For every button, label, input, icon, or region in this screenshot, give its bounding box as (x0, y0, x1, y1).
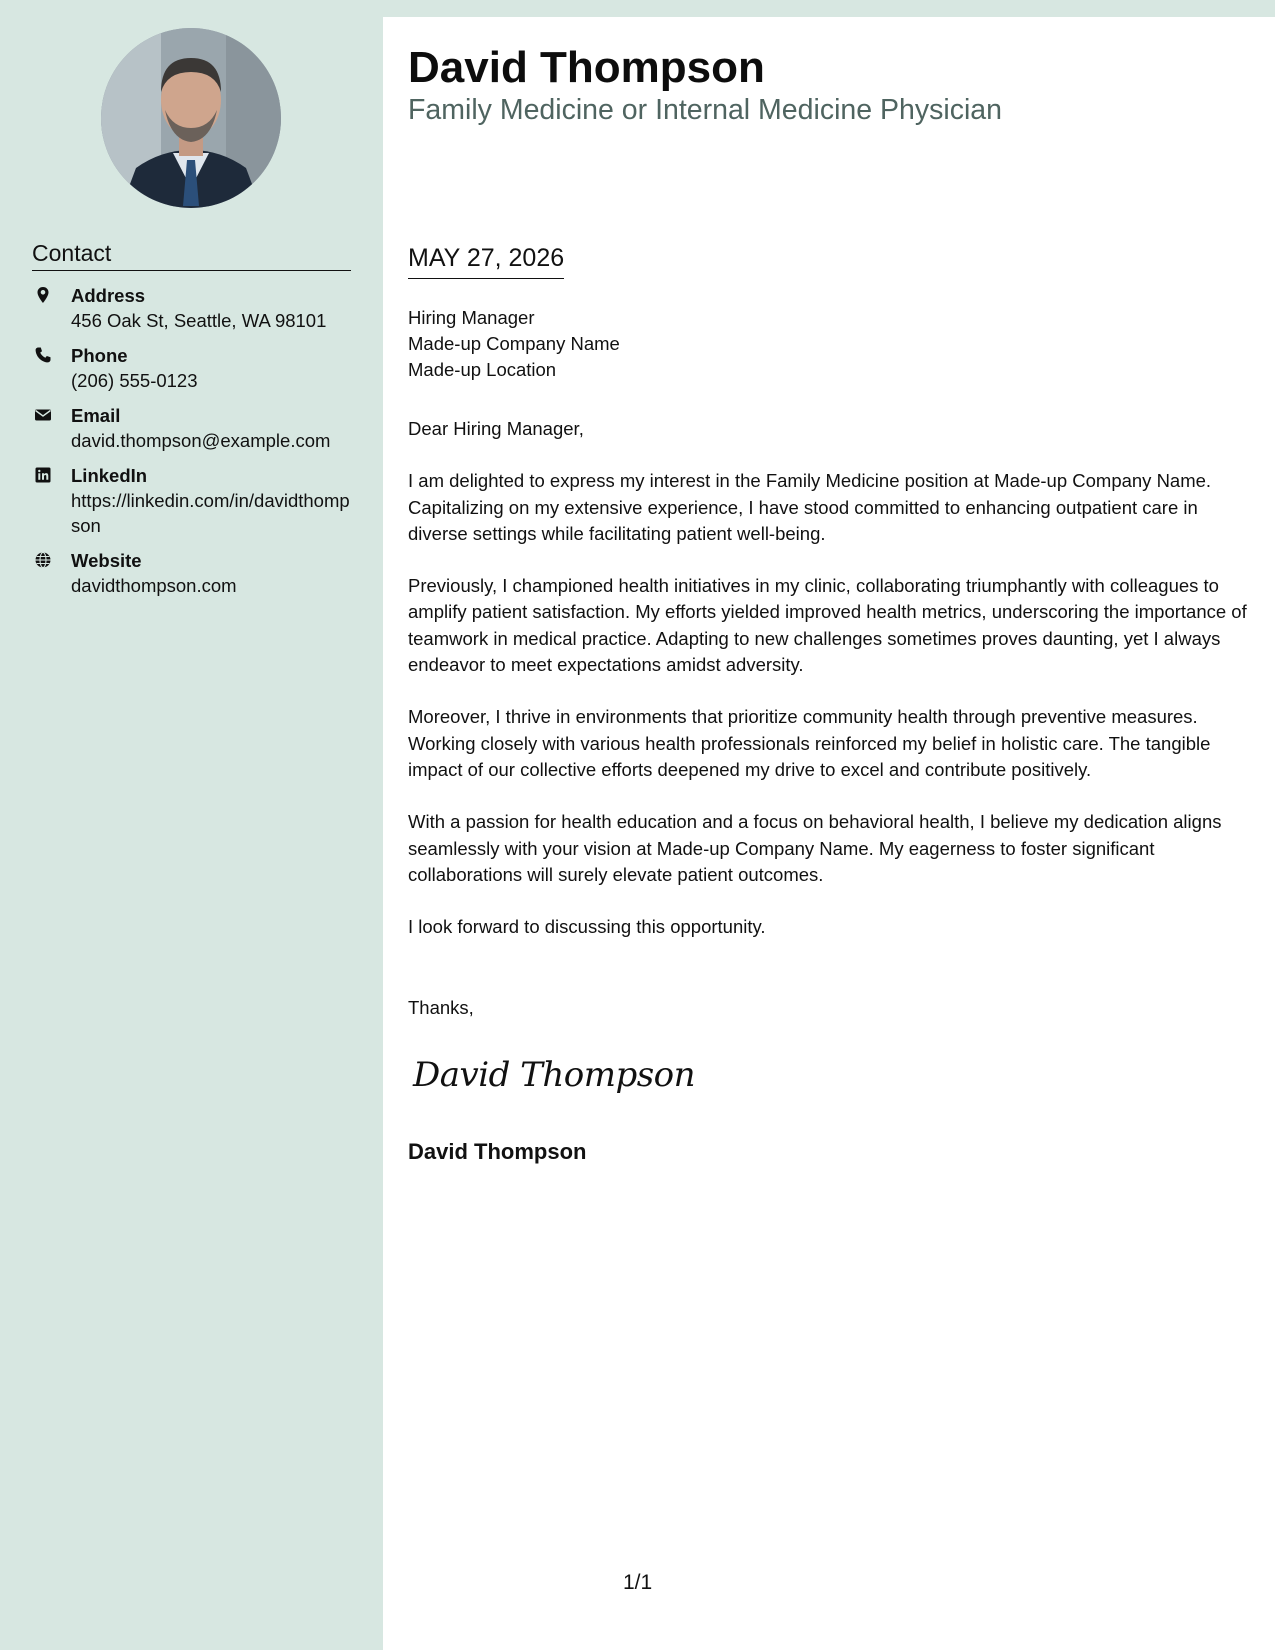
phone-value: (206) 555-0123 (71, 370, 198, 391)
contact-label: LinkedIn (71, 465, 148, 486)
candidate-name: David Thompson (408, 43, 765, 92)
profile-photo (101, 28, 281, 208)
globe-icon (34, 551, 52, 569)
salutation: Dear Hiring Manager, (408, 418, 584, 439)
contact-label: Email (71, 405, 121, 426)
body-paragraph: I look forward to discussing this opportunity. (408, 916, 766, 938)
email-value[interactable]: david.thompson@example.com (71, 430, 331, 451)
envelope-icon (34, 406, 52, 424)
contact-item-linkedin (32, 464, 352, 538)
contact-label: Website (71, 550, 142, 571)
body-paragraph: I am delighted to express my interest in the Family Medicine position at Made-up Company Name. Capitalizing on my extensive experience, I have stood committed to enhancing outpatient care in diverse settings while facilitating patient well-being. (408, 470, 1212, 544)
job-title: Family Medicine or Internal Medicine Physician (408, 94, 1002, 126)
linkedin-value[interactable]: https://linkedin.com/in/davidthompson (71, 490, 350, 536)
contact-list (32, 284, 352, 598)
contact-heading: Contact (32, 240, 351, 271)
body-paragraph: Previously, I championed health initiatives in my clinic, collaborating triumphantly with colleagues to amplify patient satisfaction. My efforts yielded improved health metrics, underscoring the importance of teamwork in medical practice. Adapting to new challenges sometimes proves daunting, yet I always endeavor to meet expectations amidst adversity. (408, 575, 1247, 676)
body-paragraph: With a passion for health education and a focus on behavioral health, I believe my dedication aligns seamlessly with your vision at Made-up Company Name. My eagerness to foster significant collaborations will surely elevate patient outcomes. (408, 811, 1222, 885)
recipient-line: Made-up Company Name (408, 333, 620, 354)
closing: Thanks, (408, 997, 474, 1018)
contact-item-email (32, 404, 352, 453)
contact-label: Phone (71, 345, 128, 366)
page-number: 1/1 (623, 1571, 653, 1594)
phone-icon (34, 346, 52, 364)
contact-item-website (32, 549, 352, 598)
body-paragraph: Moreover, I thrive in environments that prioritize community health through preventive measures. Working closely with various health professionals reinforced my belief in holistic care. The tangible impact of our collective efforts deepened my drive to excel and contribute positively. (408, 706, 1211, 780)
website-value[interactable]: davidthompson.com (71, 575, 237, 596)
letter-date: MAY 27, 2026 (408, 244, 564, 279)
signer-name: David Thompson (408, 1139, 587, 1164)
map-pin-icon (34, 286, 52, 304)
letter-body (408, 416, 1253, 966)
contact-item-phone (32, 344, 352, 393)
contact-label: Address (71, 285, 146, 306)
signature: David Thompson (413, 1055, 696, 1095)
recipient-block (408, 305, 620, 383)
contact-item-address (32, 284, 352, 333)
sidebar (0, 0, 383, 1650)
linkedin-icon (34, 466, 52, 484)
recipient-line: Made-up Location (408, 359, 557, 380)
recipient-line: Hiring Manager (408, 307, 535, 328)
address-value: 456 Oak St, Seattle, WA 98101 (71, 310, 327, 331)
letter-main (383, 17, 1275, 1650)
